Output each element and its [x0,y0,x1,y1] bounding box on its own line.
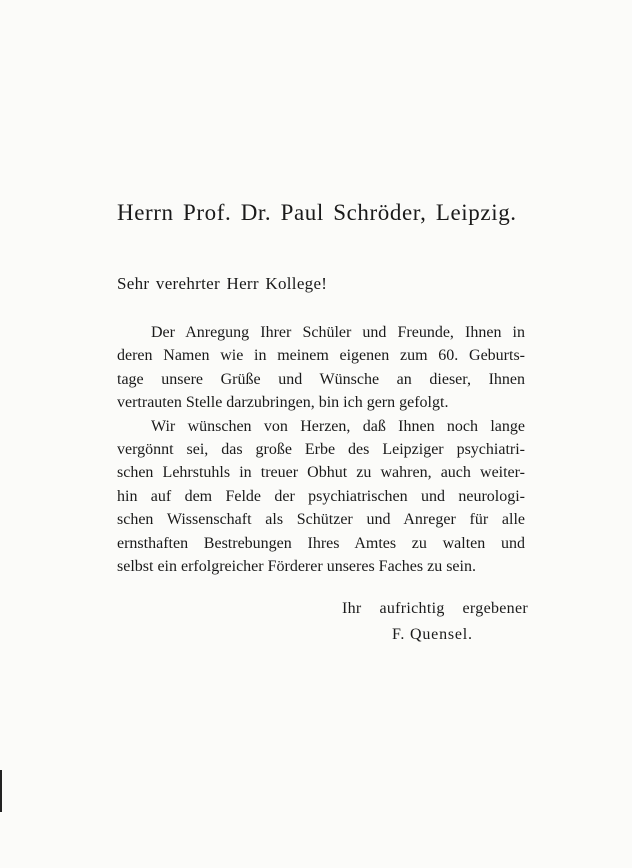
paragraph-2-line-2: vergönnt sei, das große Erbe des Leipziger psychiatri- [117,440,525,458]
paragraph-2-line-1: Wir wünschen von Herzen, daß Ihnen noch lange [151,417,525,435]
scan-edge-mark [0,770,2,812]
letter-heading: Herrn Prof. Dr. Paul Schröder, Leipzig. [117,200,517,225]
salutation: Sehr verehrter Herr Kollege! [117,274,328,293]
letter-body [117,321,525,578]
paragraph-2-line-7: selbst ein erfolgreicher Förderer unseres Faches zu sein. [117,557,476,575]
paragraph-2-line-4: hin auf dem Felde der psychiatrischen und neurologi- [117,487,525,505]
paragraph-2-line-5: schen Wissenschaft als Schützer und Anreger für alle [117,511,525,529]
signer-name: F. Quensel. [392,626,473,643]
paragraph-1-line-2: deren Namen wie in meinem eigenen zum 60. Geburts- [117,347,525,365]
closing-phrase: Ihr aufrichtig ergebener [342,600,528,617]
paragraph-1-line-3: tage unsere Grüße und Wünsche an dieser, Ihnen [117,370,525,388]
paragraph-1-line-1: Der Anregung Ihrer Schüler und Freunde, Ihnen in [151,324,525,341]
paragraph-1-line-4: vertrauten Stelle darzubringen, bin ich gern gefolgt. [117,394,449,412]
paragraph-2-line-6: ernsthaften Bestrebungen Ihres Amtes zu walten und [117,534,525,552]
signature-block [342,596,528,648]
paragraph-2-line-3: schen Lehrstuhls in treuer Obhut zu wahren, auch weiter- [117,464,525,482]
